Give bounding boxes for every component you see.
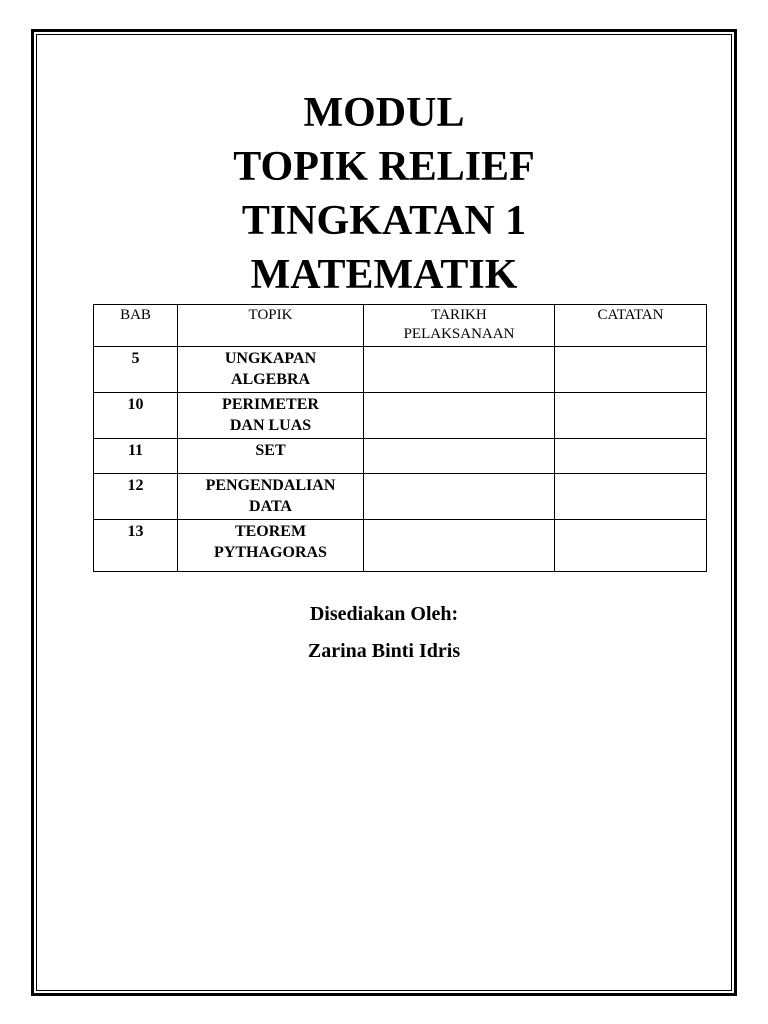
document-title	[0, 86, 768, 302]
cell-topik	[178, 474, 364, 520]
header-catatan: CATATAN	[555, 305, 707, 347]
table-row	[94, 520, 707, 572]
cell-catatan	[555, 474, 707, 520]
cell-topik	[178, 520, 364, 572]
prepared-by-section	[0, 601, 768, 675]
title-line-tingkatan: TINGKATAN 1	[241, 198, 527, 244]
cell-bab: 10	[94, 393, 178, 439]
cell-topik-line2: DATA	[249, 498, 292, 515]
author-name: Zarina Binti Idris	[307, 640, 461, 662]
cell-topik	[178, 347, 364, 393]
prepared-by-label: Disediakan Oleh:	[309, 603, 459, 625]
table-header-row	[94, 305, 707, 347]
cell-tarikh	[364, 393, 555, 439]
cell-catatan	[555, 520, 707, 572]
header-topik: TOPIK	[178, 305, 364, 347]
header-bab: BAB	[94, 305, 178, 347]
cell-catatan	[555, 439, 707, 474]
table-row	[94, 474, 707, 520]
title-line-modul: MODUL	[303, 90, 465, 136]
topics-table	[93, 304, 707, 572]
cell-catatan	[555, 347, 707, 393]
cell-tarikh	[364, 474, 555, 520]
cell-topik-line2: PYTHAGORAS	[214, 544, 327, 561]
title-line-subject: MATEMATIK	[250, 252, 518, 298]
cell-tarikh	[364, 439, 555, 474]
cell-bab: 12	[94, 474, 178, 520]
cell-bab: 13	[94, 520, 178, 572]
cell-topik-line1: PERIMETER	[222, 396, 319, 413]
header-tarikh-line1: TARIKH	[431, 307, 487, 323]
cell-bab: 5	[94, 347, 178, 393]
cell-topik-line2: ALGEBRA	[230, 371, 311, 388]
cell-topik-line2: DAN LUAS	[229, 417, 312, 434]
header-tarikh-pelaksanaan	[364, 305, 555, 347]
cell-topik: SET	[178, 439, 364, 474]
cell-topik-line1: PENGENDALIAN	[205, 477, 336, 494]
cell-topik	[178, 393, 364, 439]
cell-topik-line1: TEOREM	[234, 523, 307, 540]
title-line-topik-relief: TOPIK RELIEF	[233, 144, 535, 190]
cell-catatan	[555, 393, 707, 439]
header-tarikh-line2: PELAKSANAAN	[403, 326, 515, 342]
cell-tarikh	[364, 520, 555, 572]
cell-topik-line1: UNGKAPAN	[224, 350, 317, 367]
cell-tarikh	[364, 347, 555, 393]
table-row	[94, 439, 707, 474]
table-row	[94, 393, 707, 439]
cell-bab: 11	[94, 439, 178, 474]
table-row	[94, 347, 707, 393]
